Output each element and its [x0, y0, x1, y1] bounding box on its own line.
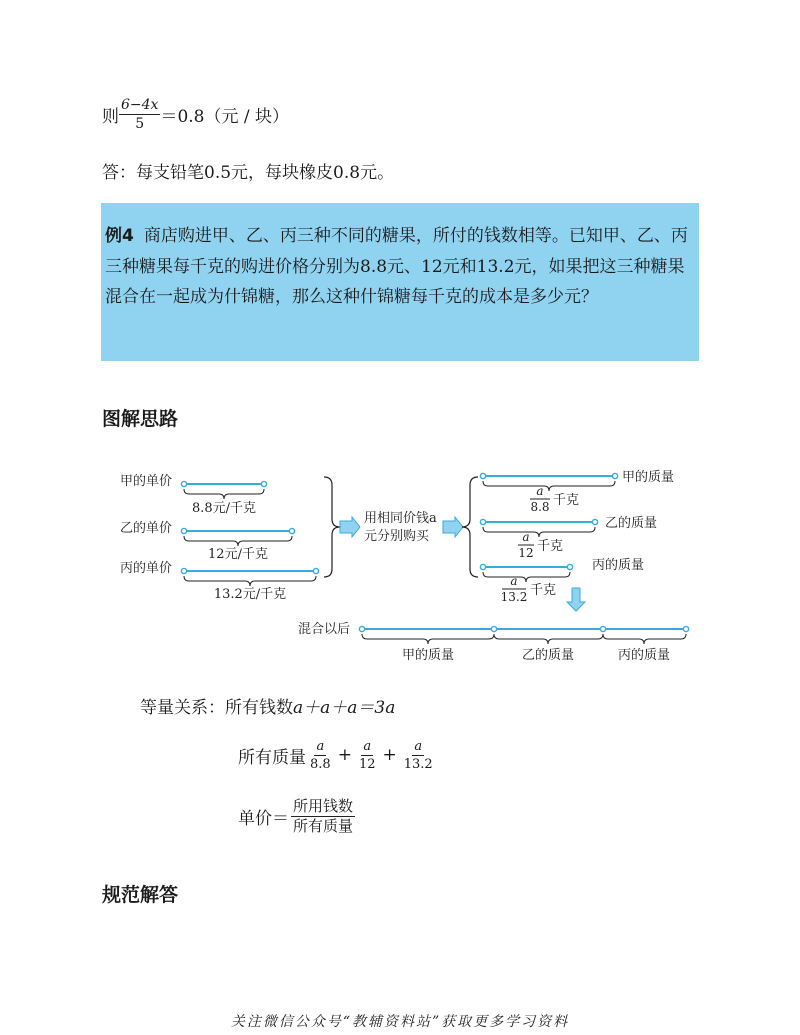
relation1-label: 等量关系：所有钱数 — [140, 698, 293, 718]
top-equation — [102, 92, 289, 136]
frac-numerator: a — [363, 738, 372, 754]
mass-label-jia: 甲的质量 — [622, 470, 675, 485]
relation-line-2 — [238, 733, 437, 777]
mixed-seg-label-jia: 甲的质量 — [401, 648, 455, 663]
section-heading-solution: 规范解答 — [102, 884, 179, 906]
relation3-fraction — [291, 796, 355, 835]
relation-line-1 — [140, 693, 395, 718]
equation-prefix: 则 — [102, 106, 119, 127]
mass-unit-bing: 千克 — [530, 583, 557, 598]
answer-line: 答：每支铅笔0.5元，每块橡皮0.8元。 — [102, 163, 395, 183]
mass-frac-num-yi: a — [522, 530, 530, 544]
frac-numerator: a — [316, 738, 325, 754]
arrow-down-icon — [567, 588, 585, 611]
relation1-expr: a＋a＋a＝3a — [293, 698, 396, 718]
brace-mixed-jia — [362, 634, 494, 644]
relation2-frac-3 — [402, 740, 435, 771]
mass-frac-den-yi: 12 — [518, 546, 534, 560]
middle-box-line2: 元分别购买 — [364, 529, 430, 544]
brace-price-bing — [184, 576, 316, 586]
mixed-seg-label-yi: 乙的质量 — [521, 648, 575, 663]
relation2-frac-1 — [308, 740, 333, 771]
mass-label-bing: 丙的质量 — [592, 558, 645, 573]
frac-denominator: 8.8 — [310, 756, 331, 772]
frac-numerator: 所用钱数 — [293, 796, 354, 815]
equation-result: ＝0.8（元 / 块） — [160, 106, 290, 127]
plus-sign: + — [337, 745, 352, 765]
arrow-right-icon — [340, 517, 360, 537]
example-label: 例4 — [105, 226, 134, 246]
mass-unit-jia: 千克 — [553, 493, 580, 508]
mixed-label: 混合以后 — [298, 622, 351, 637]
equation-fraction — [119, 98, 160, 131]
frac-denominator: 所有质量 — [293, 816, 354, 835]
middle-box-line1: 用相同价钱a — [364, 511, 437, 526]
footer-note: 关注微信公众号“教辅资料站”获取更多学习资料 — [230, 1014, 570, 1030]
relation-line-3 — [238, 792, 357, 840]
price-label-yi: 乙的单价 — [120, 521, 173, 536]
equation-numerator: 6−4x — [121, 96, 159, 113]
relation2-frac-2 — [357, 740, 378, 771]
brace-mass-bing — [483, 572, 570, 582]
price-label-jia: 甲的单价 — [120, 474, 173, 489]
equation-denominator: 5 — [135, 115, 145, 132]
mass-unit-yi: 千克 — [537, 539, 564, 554]
example-text: 商店购进甲、乙、丙三种不同的糖果，所付的钱数相等。已知甲、乙、丙三种糖果每千克的购进价格分别为8.8元、12元和13.2元，如果把这三种糖果混合在一起成为什锦糖，那么这种什锦糖每千克的成本是多少元？ — [105, 226, 688, 307]
example-paragraph — [105, 221, 697, 313]
frac-denominator: 12 — [358, 756, 376, 772]
mass-frac-den-jia: 8.8 — [530, 500, 550, 514]
brace-mass-jia — [483, 481, 615, 491]
mass-frac-num-jia: a — [536, 484, 544, 498]
relation2-label: 所有质量 — [238, 747, 306, 768]
frac-denominator: 13.2 — [403, 756, 433, 772]
section-heading-diagram: 图解思路 — [102, 408, 179, 430]
brace-mixed-bing — [603, 634, 686, 644]
brace-prices-group — [324, 477, 340, 577]
arrow-right-icon — [443, 517, 463, 537]
price-value-yi: 12元/千克 — [208, 547, 268, 562]
brace-masses-group — [462, 477, 478, 577]
brace-price-yi — [184, 536, 292, 546]
brace-mixed-yi — [494, 634, 603, 644]
mass-frac-den-bing: 13.2 — [500, 590, 528, 604]
mass-label-yi: 乙的质量 — [605, 516, 658, 531]
mixed-seg-label-bing: 丙的质量 — [617, 648, 671, 663]
example-box — [101, 203, 699, 361]
brace-mass-yi — [483, 527, 595, 537]
solution-diagram — [0, 455, 800, 670]
price-label-bing: 丙的单价 — [120, 561, 173, 576]
mass-frac-num-bing: a — [510, 574, 518, 588]
price-value-jia: 8.8元/千克 — [191, 501, 257, 516]
relation3-label: 单价＝ — [238, 808, 289, 829]
frac-numerator: a — [414, 738, 423, 754]
brace-price-jia — [184, 489, 264, 499]
price-value-bing: 13.2元/千克 — [213, 587, 287, 602]
plus-sign: + — [382, 745, 397, 765]
